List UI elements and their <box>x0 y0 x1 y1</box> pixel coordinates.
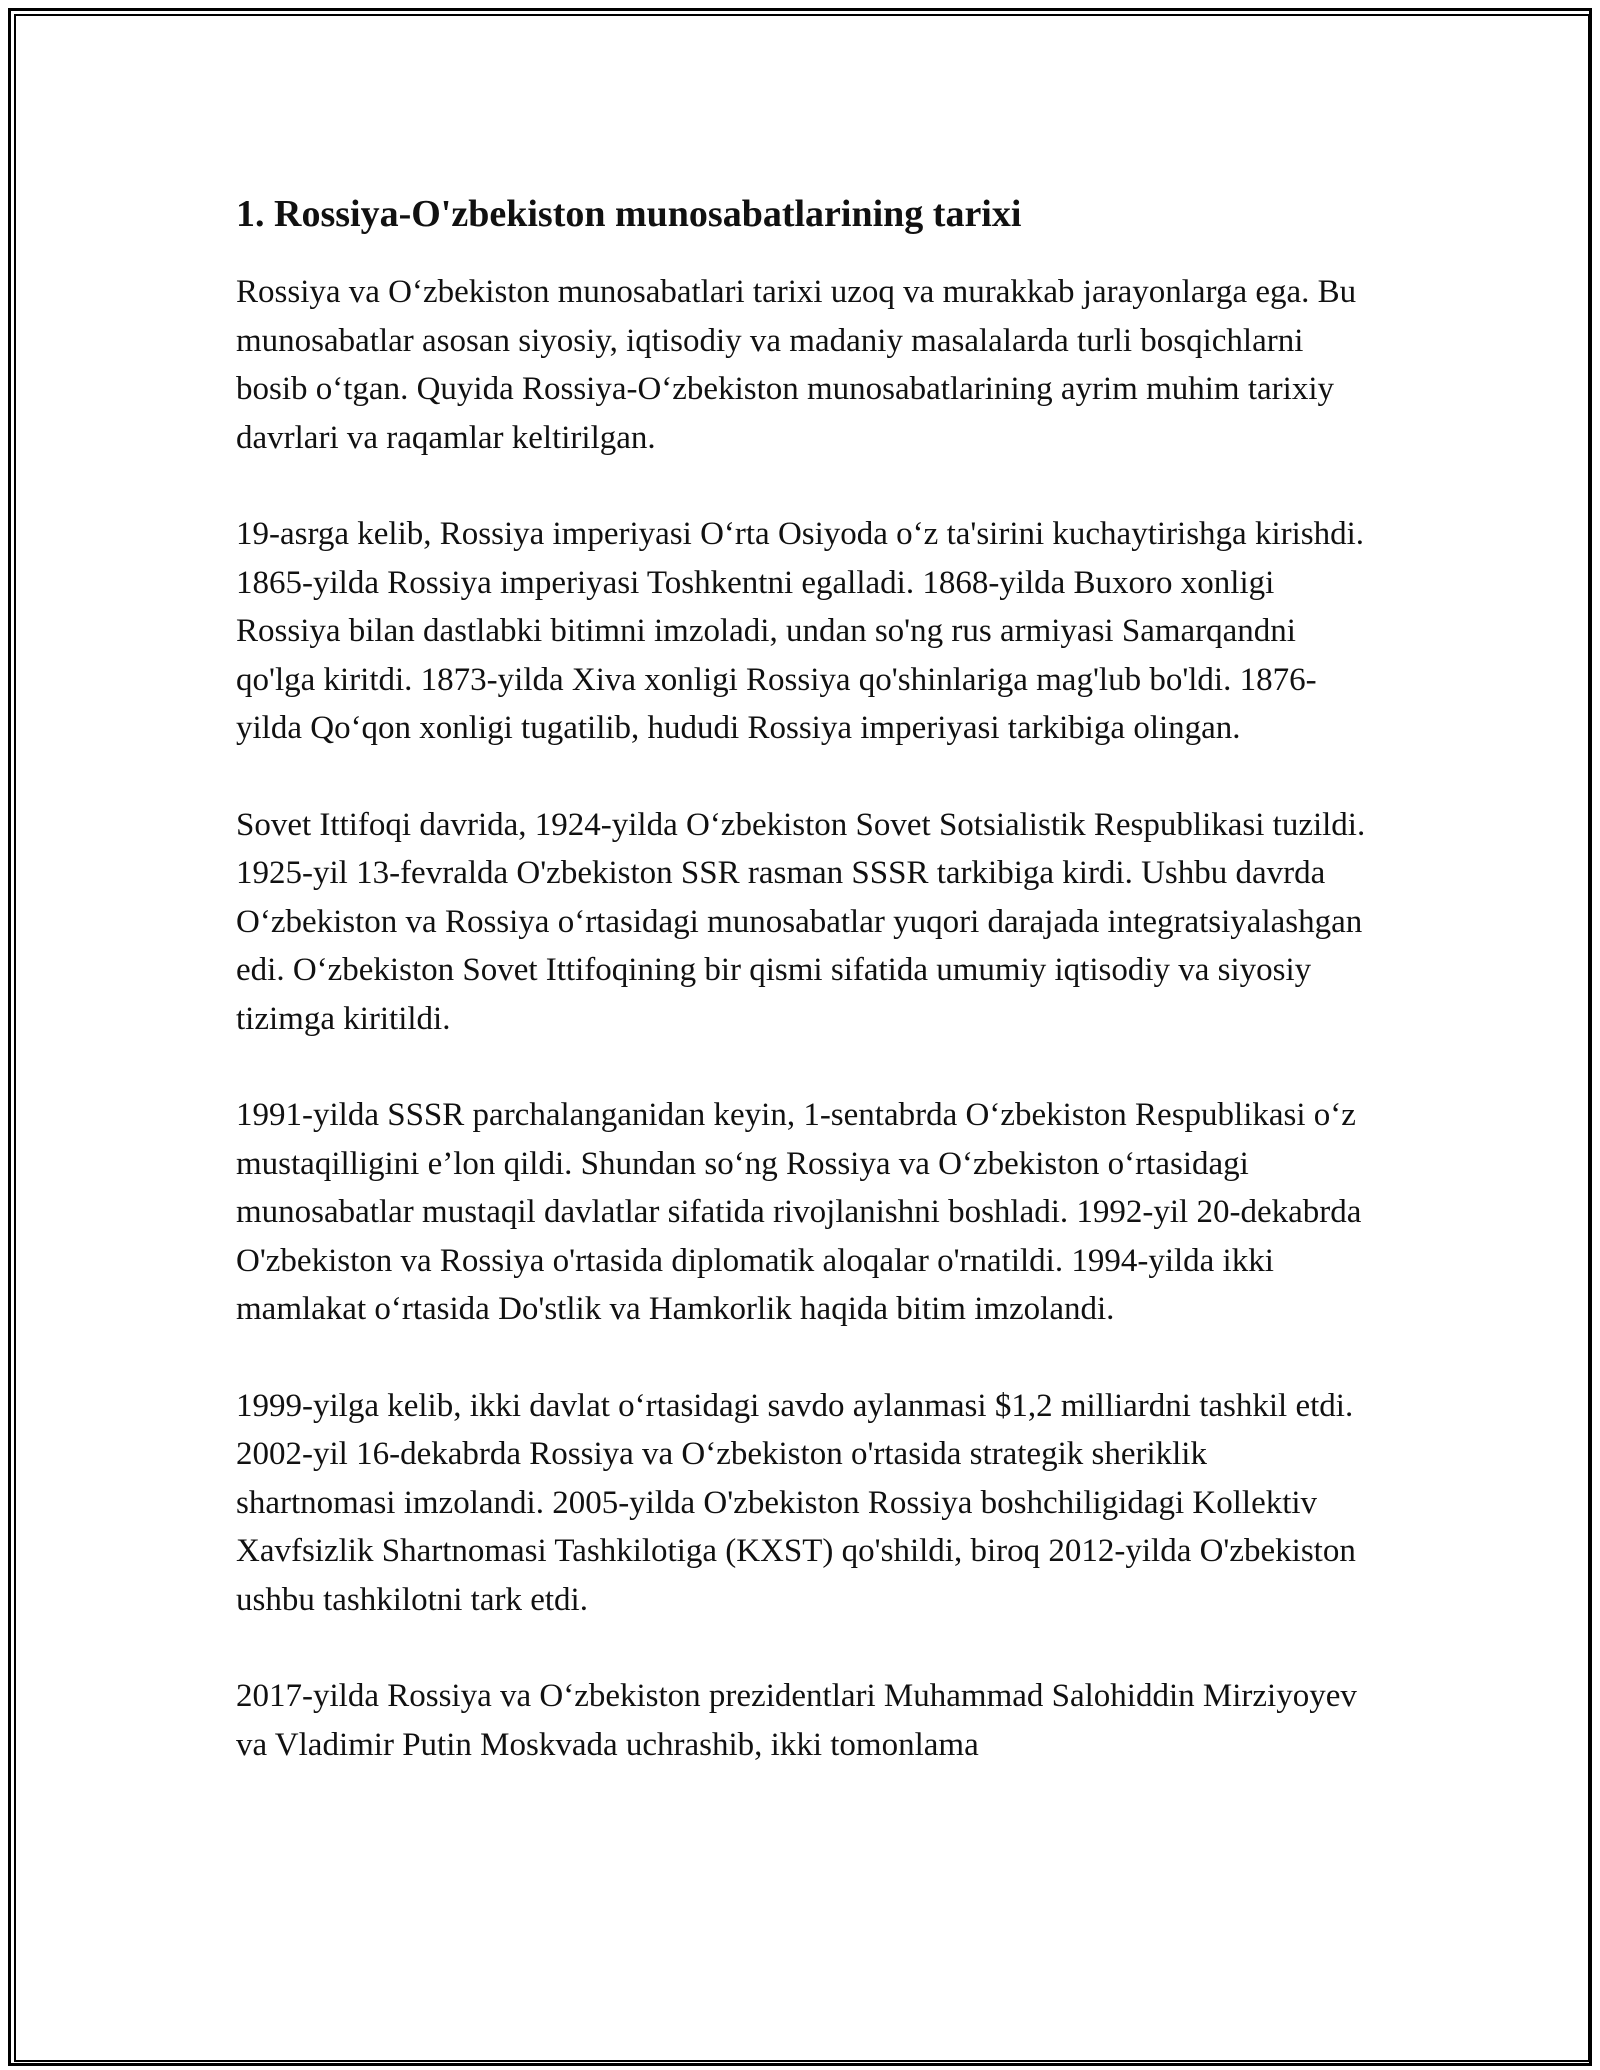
paragraph-2017: 2017-yilda Rossiya va O‘zbekiston prezidentlari Muhammad Salohiddin Mirziyoyev va Vladimir Putin Moskvada uchrashib, ikki tomonlama <box>236 1678 1357 1763</box>
paragraph-trade-treaties: 1999-yilga kelib, ikki davlat o‘rtasidagi savdo aylanmasi $1,2 milliardni tashkil etdi. 2002-yil 16-dekabrda Rossiya va O‘zbekiston o'rtasida strategik sheriklik shartnomasi imzolandi. 2005-yilda O'zbekiston Rossiya boshchiligidagi Kollektiv Xavfsizlik Shartnomasi Tashkilotiga (KXST) qo'shildi, biroq 2012-yilda O'zbekiston ushbu tashkilotni tark etdi. <box>236 1387 1356 1618</box>
paragraph-independence: 1991-yilda SSSR parchalanganidan keyin, 1-sentabrda O‘zbekiston Respublikasi o‘z mustaqilligini e’lon qildi. Shundan so‘ng Rossiya va O‘zbekiston o‘rtasidagi munosabatlar mustaqil davlatlar sifatida rivojlanishni boshladi. 1992-yil 20-dekabrda O'zbekiston va Rossiya o'rtasida diplomatik aloqalar o'rnatildi. 1994-yilda ikki mamlakat o‘rtasida Do'stlik va Hamkorlik haqida bitim imzolandi. <box>236 1097 1362 1327</box>
section-heading: 1. Rossiya-O'zbekiston munosabatlarining tarixi <box>236 193 1022 235</box>
paragraph-soviet-era: Sovet Ittifoqi davrida, 1924-yilda O‘zbekiston Sovet Sotsialistik Respublikasi tuzildi. 1925-yil 13-fevralda O'zbekiston SSR rasman SSSR tarkibiga kirdi. Ushbu davrda O‘zbekiston va Rossiya o‘rtasidagi munosabatlar yuqori darajada integratsiyalashgan edi. O‘zbekiston Sovet Ittifoqining bir qismi sifatida umumiy iqtisodiy va siyosiy tizimga kiritildi. <box>236 806 1366 1037</box>
document-body <box>236 188 1366 1817</box>
paragraph-19th-century: 19-asrga kelib, Rossiya imperiyasi O‘rta Osiyoda o‘z ta'sirini kuchaytirishga kirishdi. 1865-yilda Rossiya imperiyasi Toshkentni egalladi. 1868-yilda Buxoro xonligi Rossiya bilan dastlabki bitimni imzoladi, undan so'ng rus armiyasi Samarqandni qo'lga kiritdi. 1873-yilda Xiva xonligi Rossiya qo'shinlariga mag'lub bo'ldi. 1876-yilda Qo‘qon xonligi tugatilib, hududi Rossiya imperiyasi tarkibiga olingan. <box>236 516 1365 746</box>
paragraph-intro: Rossiya va O‘zbekiston munosabatlari tarixi uzoq va murakkab jarayonlarga ega. Bu munosabatlar asosan siyosiy, iqtisodiy va madaniy masalalarda turli bosqichlarni bosib o‘tgan. Quyida Rossiya-O‘zbekiston munosabatlarining ayrim muhim tarixiy davrlari va raqamlar keltirilgan. <box>236 274 1357 456</box>
